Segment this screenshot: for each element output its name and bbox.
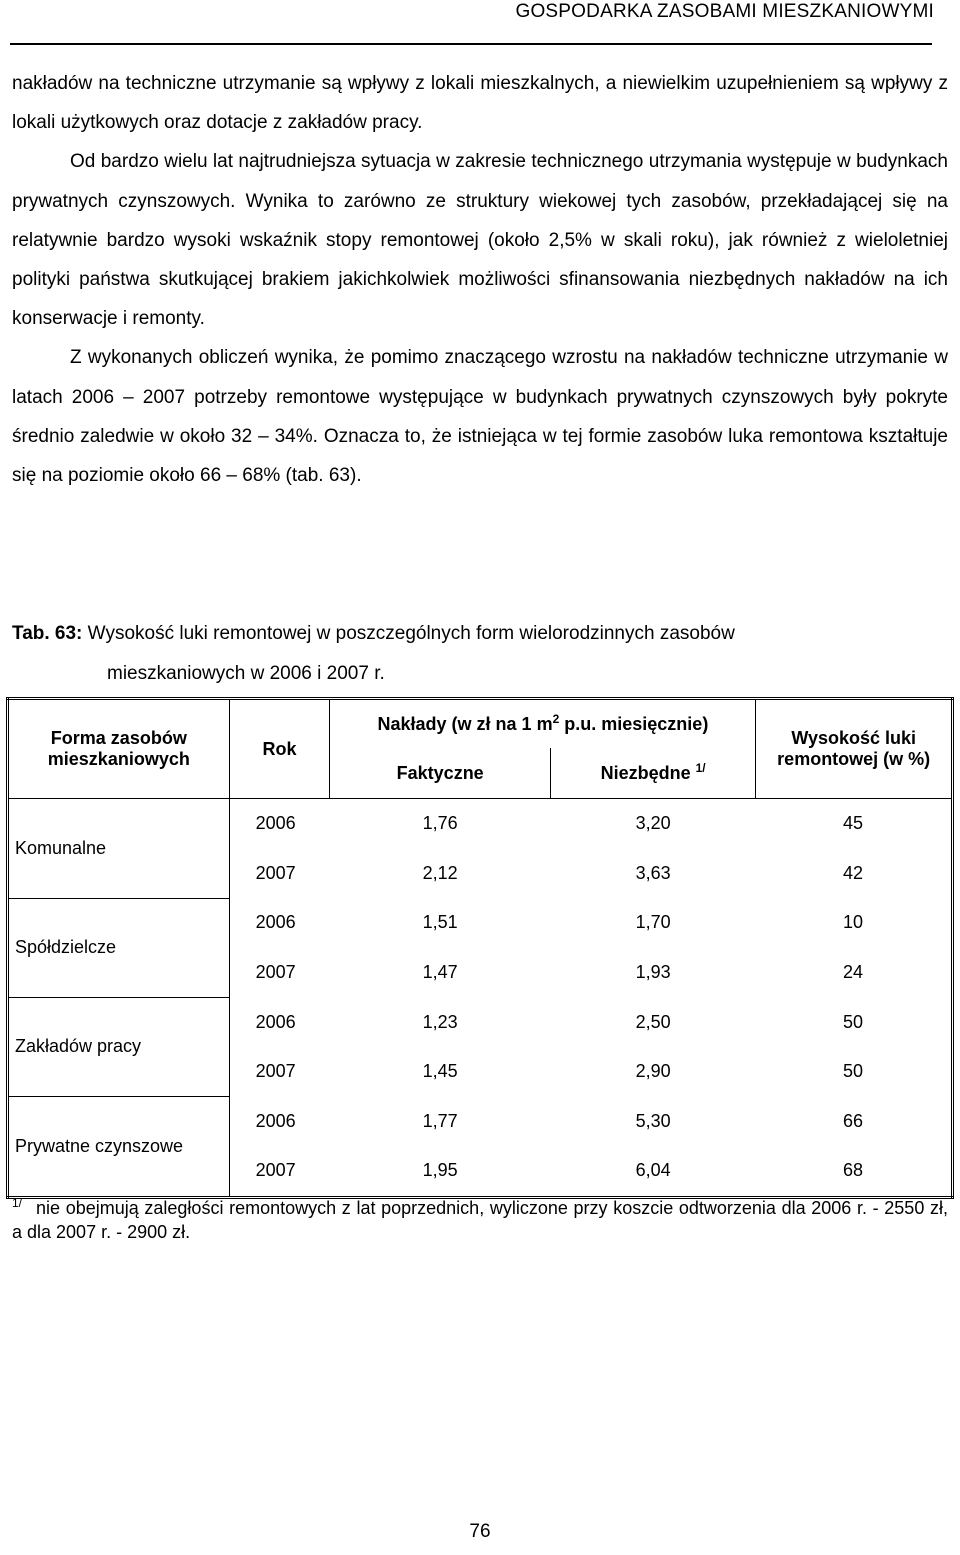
header-actual: Faktyczne — [330, 748, 550, 799]
header-expenditure-tail: p.u. miesięcznie) — [559, 713, 709, 734]
header-gap: Wysokość luki remontowej (w %) — [756, 699, 953, 799]
header-required-text: Niezbędne — [600, 762, 696, 783]
actual-cell: 1,76 — [422, 813, 458, 834]
table-caption — [12, 614, 948, 694]
required-cell: 1,93 — [635, 962, 671, 983]
required-cell: 3,20 — [635, 813, 671, 834]
required-cell: 5,30 — [635, 1110, 671, 1131]
table-caption-text: Wysokość luki remontowej w poszczególnych form wielorodzinnych zasobów — [87, 623, 735, 644]
body-text — [12, 64, 948, 495]
year-cell: 2006 — [229, 898, 330, 948]
gap-cell: 45 — [756, 799, 953, 849]
header-expenditure-text: Nakłady (w zł na 1 m — [377, 713, 553, 734]
header-expenditure-sup: 2 — [552, 711, 560, 726]
year-cell: 2007 — [229, 948, 330, 998]
header-required-sup: 1/ — [695, 760, 706, 775]
actual-cell: 1,45 — [422, 1061, 458, 1082]
year-cell: 2006 — [229, 997, 330, 1047]
gap-cell: 42 — [756, 849, 953, 899]
gap-cell: 50 — [756, 997, 953, 1047]
table-footnote — [12, 1196, 948, 1244]
form-cell: Prywatne czynszowe — [8, 1097, 230, 1198]
actual-cell: 1,51 — [422, 912, 458, 933]
repair-gap-table — [6, 697, 954, 1199]
table-caption-line2: mieszkaniowych w 2006 i 2007 r. — [107, 663, 385, 684]
header-rule — [10, 43, 932, 45]
table-caption-label: Tab. 63: — [12, 623, 83, 644]
year-cell: 2007 — [229, 1047, 330, 1097]
header-expenditure — [330, 699, 756, 749]
required-cell: 6,04 — [635, 1160, 671, 1181]
required-cell: 2,90 — [635, 1061, 671, 1082]
gap-cell: 66 — [756, 1097, 953, 1147]
header-year: Rok — [229, 699, 330, 799]
form-cell: Zakładów pracy — [8, 997, 230, 1096]
actual-cell: 1,77 — [422, 1110, 458, 1131]
table-caption-line1 — [12, 614, 948, 654]
gap-cell: 10 — [756, 898, 953, 948]
actual-cell: 1,95 — [422, 1160, 458, 1181]
header-form: Forma zasobów mieszkaniowych — [8, 699, 230, 799]
actual-cell: 1,47 — [422, 962, 458, 983]
table-row — [8, 1097, 953, 1147]
paragraph-3: Z wykonanych obliczeń wynika, że pomimo znaczącego wzrostu na nakładów techniczne utrzymanie w latach 2006 – 2007 potrzeby remontowe występujące w budynkach prywatnych czynszowych były pokryte średnio zaledwie w około 32 – 34%. Oznacza to, że istniejąca w tej formie zasobów luka remontowa kształtuje się na poziomie około 66 – 68% (tab. 63). — [12, 347, 948, 487]
year-cell: 2006 — [229, 1097, 330, 1147]
required-cell: 3,63 — [635, 862, 671, 883]
year-cell: 2007 — [229, 1146, 330, 1197]
required-cell: 2,50 — [635, 1011, 671, 1032]
table-row — [8, 799, 953, 849]
table-row — [8, 997, 953, 1047]
paragraph-2: Od bardzo wielu lat najtrudniejsza sytuacja w zakresie technicznego utrzymania występuje w budynkach prywatnych czynszowych. Wynika to zarówno ze struktury wiekowej tych zasobów, przekładającej się na relatywnie bardzo wysoki wskaźnik stopy remontowej (około 2,5% w skali roku), jak również z wieloletniej polityki państwa skutkującej brakiem jakichkolwiek możliwości sfinansowania niezbędnych nakładów na ich konserwacje i remonty. — [12, 151, 948, 330]
page-number: 76 — [469, 1521, 491, 1542]
actual-cell: 2,12 — [422, 862, 458, 883]
required-cell: 1,70 — [635, 912, 671, 933]
actual-cell: 1,23 — [422, 1011, 458, 1032]
gap-cell: 24 — [756, 948, 953, 998]
year-cell: 2006 — [229, 799, 330, 849]
running-header-title: GOSPODARKA ZASOBAMI MIESZKANIOWYMI — [515, 1, 934, 22]
form-cell: Komunalne — [8, 799, 230, 899]
header-required — [550, 748, 755, 799]
paragraph-1: nakładów na techniczne utrzymanie są wpływy z lokali mieszkalnych, a niewielkim uzupełnieniem są wpływy z lokali użytkowych oraz dotacje z zakładów pracy. — [12, 73, 948, 134]
table-header — [8, 699, 953, 799]
table-body — [8, 799, 953, 1198]
gap-cell: 50 — [756, 1047, 953, 1097]
form-cell: Spółdzielcze — [8, 898, 230, 997]
gap-cell: 68 — [756, 1146, 953, 1197]
footnote-mark: 1/ — [12, 1196, 23, 1210]
table-row — [8, 898, 953, 948]
footnote-text: nie obejmują zaległości remontowych z lat poprzednich, wyliczone przy koszcie odtworzenia dla 2006 r. - 2550 zł, a dla 2007 r. - 2900 zł. — [12, 1198, 948, 1242]
year-cell: 2007 — [229, 849, 330, 899]
